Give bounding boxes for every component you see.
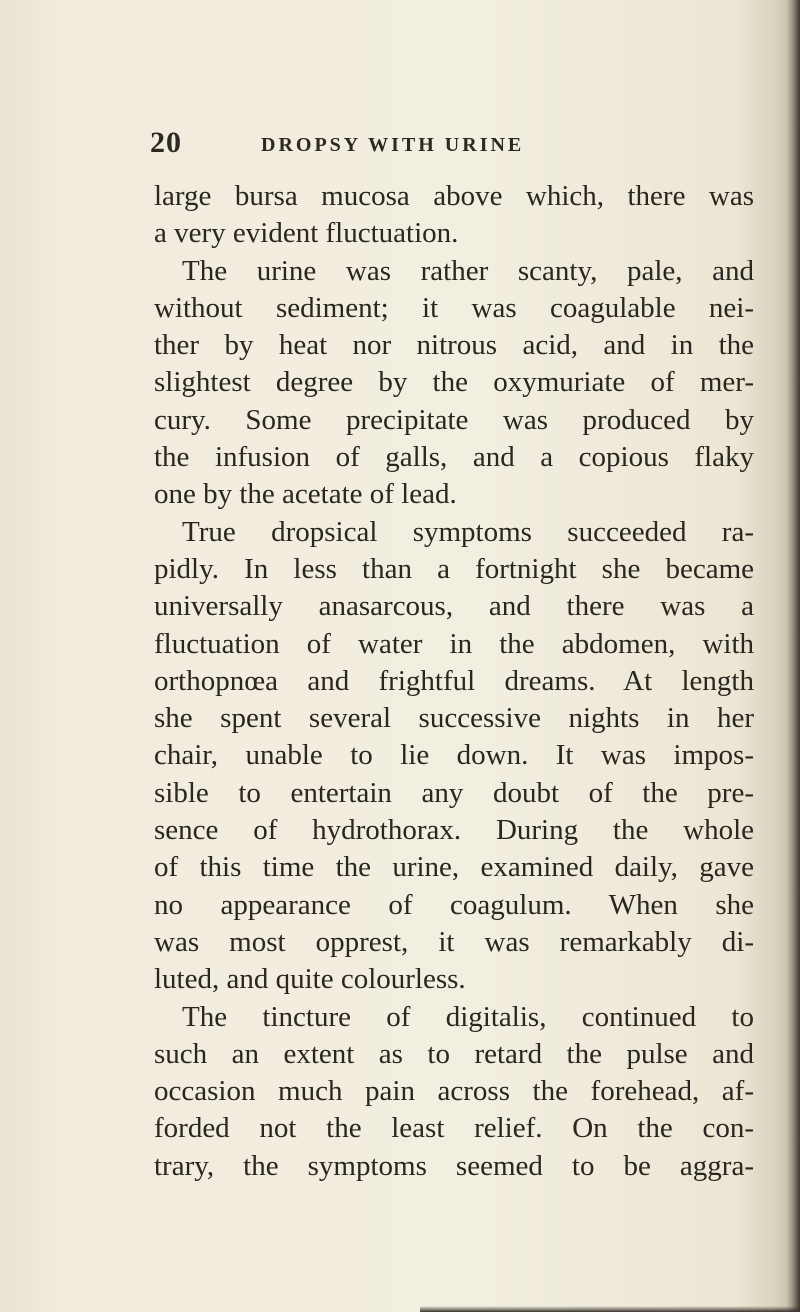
text-line: occasion much pain across the forehead, af- — [154, 1075, 754, 1108]
page-binding-shadow — [786, 0, 800, 1312]
text-line: trary, the symptoms seemed to be aggra- — [154, 1149, 754, 1182]
text-line: large bursa mucosa above which, there was — [154, 180, 754, 212]
text-line: orthopnœa and frightful dreams. At length — [154, 664, 754, 697]
text-line: one by the acetate of lead. — [154, 478, 457, 511]
text-line: she spent several successive nights in her — [154, 702, 754, 735]
text-line: no appearance of coagulum. When she — [154, 888, 754, 921]
text-line: chair, unable to lie down. It was impos- — [154, 739, 754, 772]
text-line: such an extent as to retard the pulse and — [154, 1037, 754, 1070]
page-bottom-edge — [420, 1306, 800, 1312]
text-line: True dropsical symptoms succeeded ra- — [182, 515, 754, 548]
text-line: pidly. In less than a fortnight she became — [154, 552, 754, 585]
text-line: fluctuation of water in the abdomen, with — [154, 627, 754, 660]
text-line: luted, and quite colourless. — [154, 963, 466, 996]
text-line: without sediment; it was coagulable nei- — [154, 291, 754, 324]
running-head: DROPSY WITH URINE — [261, 134, 525, 156]
text-line: sence of hydrothorax. During the whole — [154, 814, 754, 847]
text-line: cury. Some precipitate was produced by — [154, 403, 754, 436]
body-text — [154, 178, 754, 1185]
text-line: of this time the urine, examined daily, gave — [154, 851, 754, 884]
text-line: a very evident fluctuation. — [154, 217, 459, 250]
text-line: ther by heat nor nitrous acid, and in the — [154, 329, 754, 362]
text-line: slightest degree by the oxymuriate of mer- — [154, 366, 754, 399]
page-header — [150, 126, 750, 166]
text-line: forded not the least relief. On the con- — [154, 1112, 754, 1145]
text-line: The tincture of digitalis, continued to — [182, 1000, 754, 1033]
text-line: was most opprest, it was remarkably di- — [154, 925, 754, 958]
page-number: 20 — [150, 126, 182, 159]
text-line: universally anasarcous, and there was a — [154, 590, 754, 623]
text-line: The urine was rather scanty, pale, and — [182, 254, 754, 287]
text-line: the infusion of galls, and a copious flaky — [154, 441, 754, 474]
text-line: sible to entertain any doubt of the pre- — [154, 776, 754, 809]
